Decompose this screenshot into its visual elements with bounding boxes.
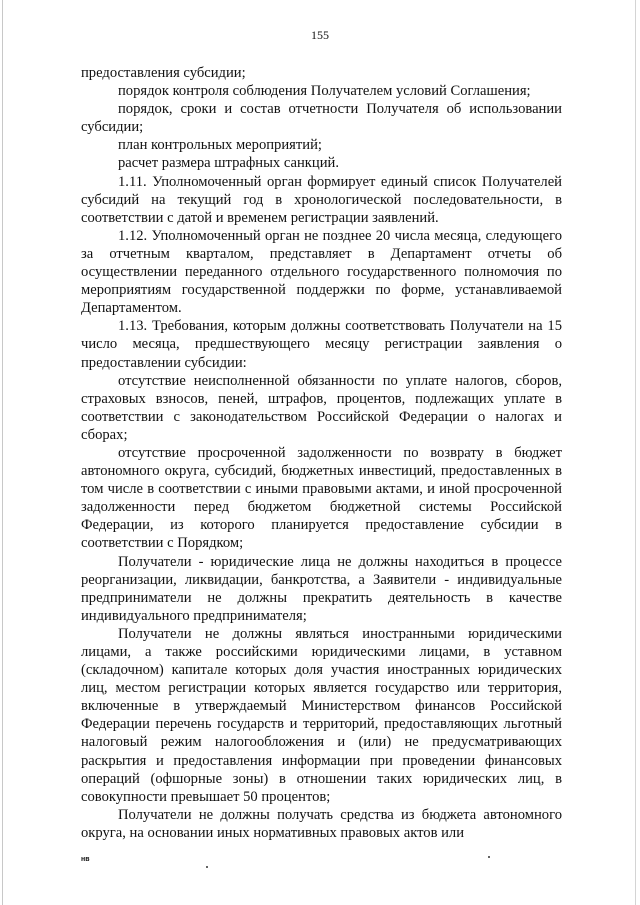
requirement-item: отсутствие неисполненной обязанности по уплате налогов, сборов, страховых взносов, пеней, штрафов, процентов, подлежащих уплате в соответствии с законодательством Российской Федерации о налогах и сборах; [81, 372, 562, 443]
requirement-item: отсутствие просроченной задолженности по возврату в бюджет автономного округа, субсидий, бюджетных инвестиций, предоставленных в том числе в соответствии с иными правовыми актами, и иной просроченной задолженности перед бюджетом бюджетной системы Российской Федерации, из которого планируется предоставление субсидии в соответствии с Порядком; [81, 444, 562, 552]
clause-1-12: 1.12. Уполномоченный орган не позднее 20 числа месяца, следующего за отчетным кварталом, представляет в Департамент отчеты об осуществлении переданного отдельного государственного полномочия по мероприятиям государственной поддержки по форме, устанавливаемой Департаментом. [81, 227, 562, 317]
scan-edge-left [2, 0, 3, 905]
paragraph: порядок, сроки и состав отчетности Получателя об использовании субсидии; [81, 101, 562, 136]
scan-speck [206, 866, 208, 868]
scan-edge-right [635, 0, 636, 905]
paragraph: план контрольных мероприятий; [118, 137, 322, 154]
document-body [81, 64, 562, 842]
requirement-item: Получатели не должны являться иностранными юридическими лицами, а также российскими юридическими лицами, в уставном (складочном) капитале которых доля участия иностранных юридических лиц, местом регистрации которых является государство или территория, включенные в утверждаемый Министерством финансов Российской Федерации перечень государств и территорий, предоставляющих льготный налоговый режим налогообложения и (или) не предусматривающих раскрытия и предоставления информации при проведении финансовых операций (офшорные зоны) в отношении таких юридических лиц, в совокупности превышает 50 процентов; [81, 625, 562, 805]
paragraph: предоставления субсидии; [81, 65, 246, 81]
clause-1-11: 1.11. Уполномоченный орган формирует единый список Получателей субсидий на текущий год в хронологической последовательности, в соответствии с датой и временем регистрации заявлений. [81, 173, 562, 226]
footer-initials: нв [81, 856, 90, 863]
scan-speck [488, 856, 490, 858]
requirement-item: Получатели - юридические лица не должны находиться в процессе реорганизации, ликвидации, банкротства, а Заявители - индивидуальные предприниматели не должны прекратить деятельность в качестве индивидуального предпринимателя; [81, 553, 562, 624]
paragraph: порядок контроля соблюдения Получателем условий Соглашения; [118, 83, 531, 100]
requirement-item: Получатели не должны получать средства из бюджета автономного округа, на основании иных нормативных правовых актов или [81, 806, 562, 841]
clause-1-13: 1.13. Требования, которым должны соответствовать Получатели на 15 число месяца, предшествующего месяцу регистрации заявления о предоставлении субсидии: [81, 318, 562, 371]
paragraph: расчет размера штрафных санкций. [118, 155, 339, 172]
page-number: 155 [311, 28, 329, 42]
